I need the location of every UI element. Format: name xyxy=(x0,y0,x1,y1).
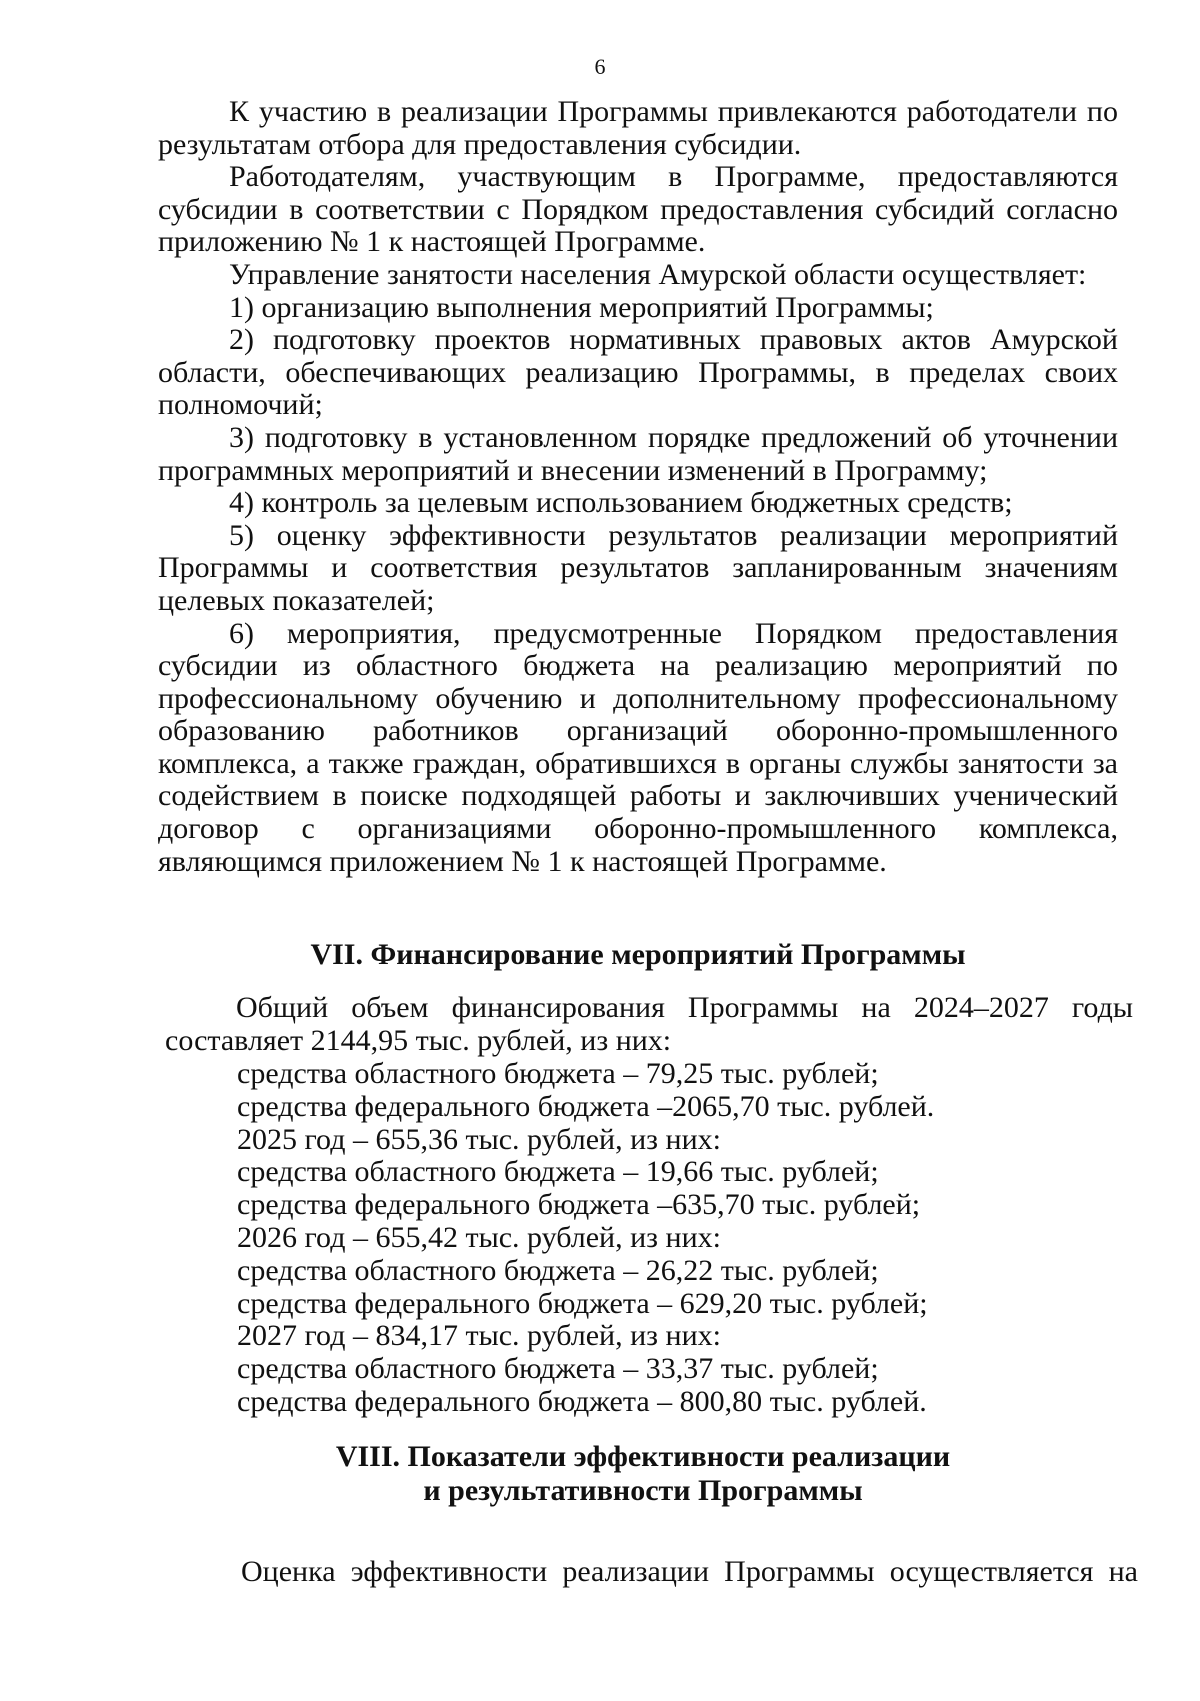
financing-line: средства федерального бюджета –2065,70 тыс. рублей. xyxy=(237,1089,935,1123)
financing-line: 2026 год – 655,42 тыс. рублей, из них: xyxy=(237,1220,721,1254)
financing-line: средства областного бюджета – 19,66 тыс. рублей; xyxy=(237,1155,879,1189)
paragraph: Управление занятости населения Амурской области осуществляет: xyxy=(229,257,1087,291)
list-item: 1) организацию выполнения мероприятий Программы; xyxy=(229,290,934,324)
financing-line: 2025 год – 655,36 тыс. рублей, из них: xyxy=(237,1122,721,1156)
financing-line: средства федерального бюджета – 629,20 тыс. рублей; xyxy=(237,1286,928,1320)
financing-line: средства федерального бюджета – 800,80 тыс. рублей. xyxy=(237,1384,927,1418)
financing-list xyxy=(237,1058,1117,1419)
list-item: 3) подготовку в установленном порядке предложений об уточнении программных мероприятий и внесении изменений в Программу; xyxy=(158,420,1118,487)
section-8-body xyxy=(170,1556,1138,1589)
financing-line: 2027 год – 834,17 тыс. рублей, из них: xyxy=(237,1319,721,1353)
section-7-intro xyxy=(165,992,1133,1057)
financing-line: средства областного бюджета – 79,25 тыс. рублей; xyxy=(237,1057,879,1090)
paragraph: Общий объем финансирования Программы на 2024–2027 годы составляет 2144,95 тыс. рублей, из них: xyxy=(165,991,1133,1057)
list-item: 5) оценку эффективности результатов реализации мероприятий Программы и соответствия результатов запланированным значениям целевых показателей; xyxy=(158,518,1118,617)
list-item: 2) подготовку проектов нормативных правовых актов Амурской области, обеспечивающих реализацию Программы, в пределах своих полномочий; xyxy=(158,323,1118,422)
list-item: 6) мероприятия, предусмотренные Порядком предоставления субсидии из областного бюджета на реализацию мероприятий по профессиональному обучению и дополнительному профессиональному образованию работников организаций оборонно-промышленного комплекса, а также граждан, обратившихся в органы службы занятости за содействием в поиске подходящей работы и заключивших ученический договор с организациями оборонно-промышленного комплекса, являющимся приложением № 1 к настоящей Программе. xyxy=(158,616,1118,878)
section-8-heading xyxy=(158,1440,1128,1508)
section-8-heading-line: и результативности Программы xyxy=(423,1474,863,1507)
section-8-heading-line: VIII. Показатели эффективности реализации xyxy=(335,1440,951,1473)
list-item: 4) контроль за целевым использованием бюджетных средств; xyxy=(229,486,1013,520)
section-7-heading: VII. Финансирование мероприятий Программы xyxy=(310,938,966,971)
paragraph: Работодателям, участвующим в Программе, предоставляются субсидии в соответствии с Порядком предоставления субсидий согласно приложению № 1 к настоящей Программе. xyxy=(158,160,1118,259)
financing-line: средства федерального бюджета –635,70 тыс. рублей; xyxy=(237,1188,921,1222)
page-number: 6 xyxy=(594,54,606,79)
section-6-body xyxy=(158,96,1118,878)
financing-line: средства областного бюджета – 33,37 тыс. рублей; xyxy=(237,1352,879,1386)
paragraph: Оценка эффективности реализации Программы осуществляется на xyxy=(241,1555,1138,1588)
paragraph: К участию в реализации Программы привлекаются работодатели по результатам отбора для предоставления субсидии. xyxy=(158,95,1118,161)
financing-line: средства областного бюджета – 26,22 тыс. рублей; xyxy=(237,1253,879,1287)
